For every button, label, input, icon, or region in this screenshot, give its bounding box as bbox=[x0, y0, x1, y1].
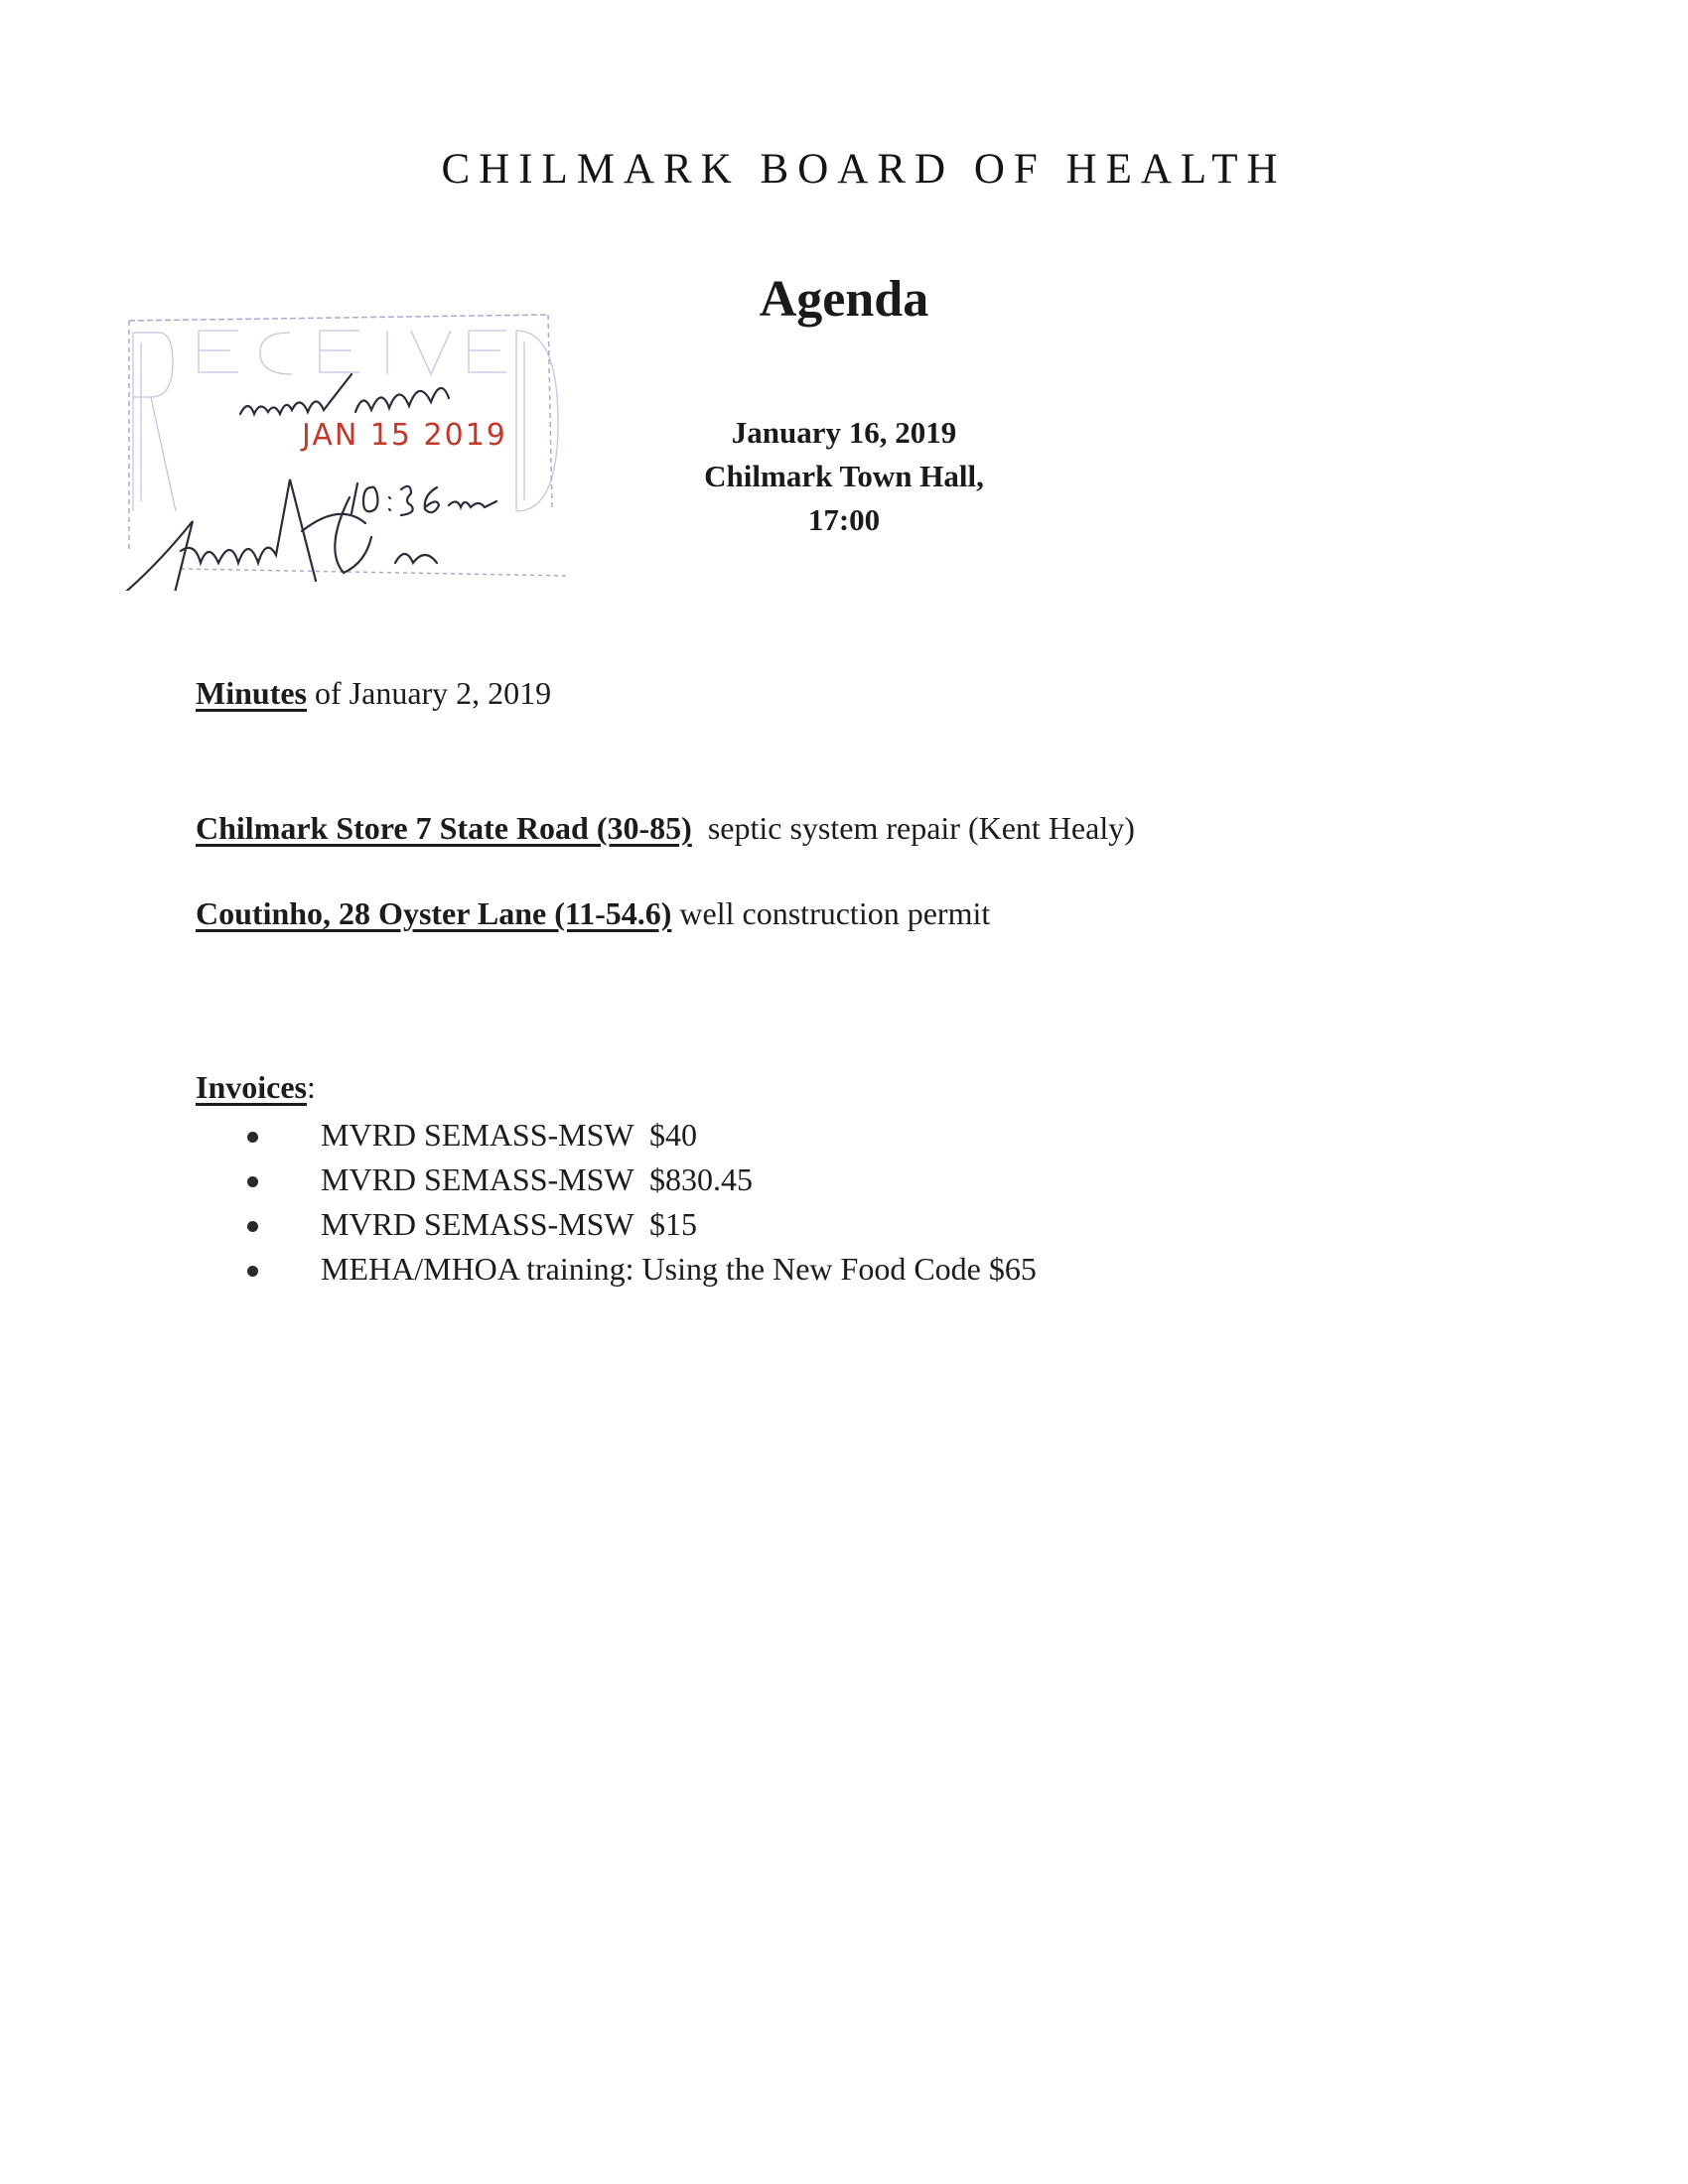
handwritten-time-stroke bbox=[352, 483, 496, 515]
organization-name: CHILMARK BOARD OF HEALTH bbox=[441, 146, 1287, 193]
page-title: Agenda bbox=[759, 271, 929, 328]
meeting-info bbox=[645, 411, 1043, 542]
bullet-icon bbox=[247, 1266, 258, 1277]
agenda-item-label: Coutinho, 28 Oyster Lane (11-54.6) bbox=[196, 895, 672, 931]
invoice-text: MVRD SEMASS-MSW $40 bbox=[321, 1117, 698, 1153]
agenda-item bbox=[196, 810, 1135, 847]
minutes-label: Minutes bbox=[196, 675, 307, 711]
bullet-icon bbox=[247, 1221, 258, 1232]
stamp-date: JAN 15 2019 bbox=[302, 418, 507, 453]
invoice-text: MVRD SEMASS-MSW $830.45 bbox=[321, 1161, 754, 1197]
received-stamp bbox=[121, 303, 578, 591]
minutes-item bbox=[196, 675, 551, 712]
meeting-location: Chilmark Town Hall, bbox=[704, 459, 984, 493]
agenda-item-text: septic system repair (Kent Healy) bbox=[691, 810, 1135, 846]
handwritten-note-stroke bbox=[240, 374, 449, 414]
invoices-heading bbox=[196, 1069, 316, 1106]
agenda-item-label: Chilmark Store 7 State Road (30-85) bbox=[196, 810, 692, 846]
received-stamp-graphic bbox=[121, 303, 578, 591]
invoices-label: Invoices bbox=[196, 1069, 307, 1105]
invoice-text: MVRD SEMASS-MSW $15 bbox=[321, 1206, 698, 1242]
agenda-item bbox=[196, 895, 990, 932]
bullet-icon bbox=[247, 1132, 258, 1143]
minutes-text: of January 2, 2019 bbox=[307, 675, 552, 711]
meeting-date: January 16, 2019 bbox=[731, 415, 957, 450]
signature-stroke bbox=[127, 479, 437, 591]
meeting-time: 17:00 bbox=[807, 502, 881, 537]
agenda-item-text: well construction permit bbox=[671, 895, 991, 931]
invoice-text: MEHA/MHOA training: Using the New Food Code $65 bbox=[321, 1251, 1037, 1287]
invoices-colon: : bbox=[307, 1069, 316, 1105]
bullet-icon bbox=[247, 1176, 258, 1187]
